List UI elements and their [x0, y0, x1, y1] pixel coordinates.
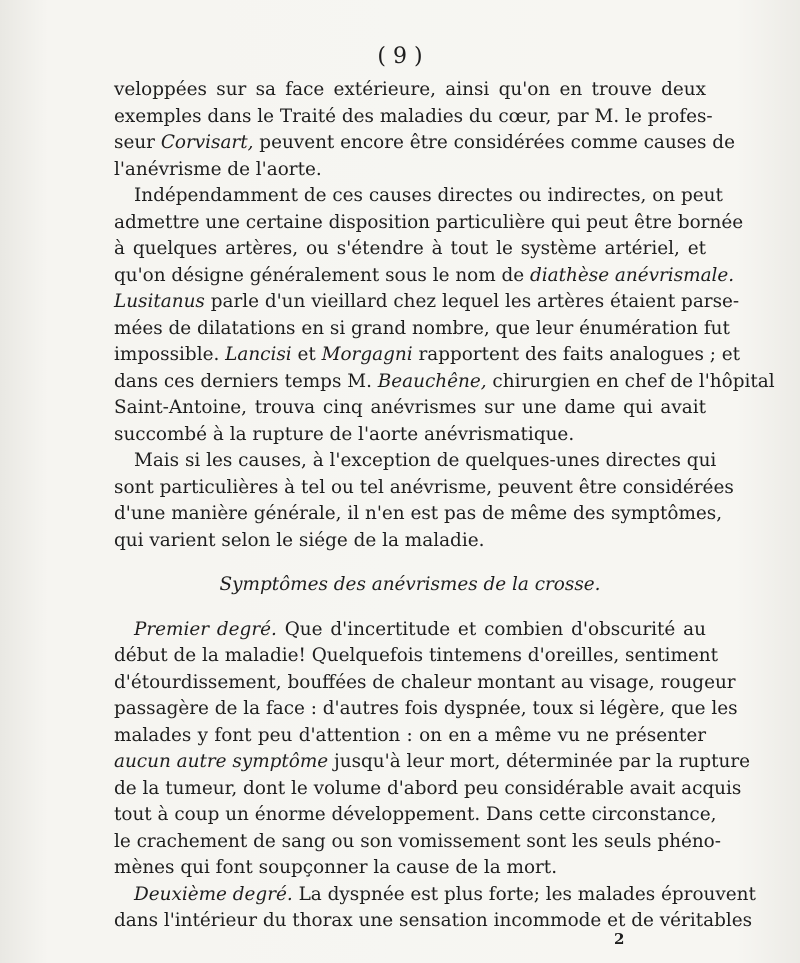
text-line [114, 130, 735, 157]
text-run: La dyspnée est plus forte; les malades éprouvent [292, 883, 756, 905]
text-run: et [291, 344, 322, 365]
author-name: Lusitanus [114, 291, 205, 312]
author-name: Beauchêne, [377, 370, 487, 392]
text-run: qu'on désigne généralement sous le nom de [114, 264, 531, 286]
text-run: Que d'incertitude et combien d'obscurité au [276, 618, 706, 640]
text-run: chirurgien en chef de l'hôpital [486, 370, 775, 392]
body-text [114, 77, 775, 935]
text-line [114, 882, 756, 909]
text-line: tout à coup un énorme développement. Dans cette circonstance, [114, 804, 717, 825]
text-line [114, 342, 741, 369]
text-line [114, 289, 740, 316]
text-line: mées de dilatations en si grand nombre, que leur énumération fut [114, 317, 730, 339]
text-line: Mais si les causes, à l'exception de quelques-unes directes qui [134, 450, 717, 471]
italic-term: diathèse anévrismale. [530, 264, 735, 286]
text-line: passagère de la face : d'autres fois dyspnée, toux si légère, que les [114, 698, 738, 719]
text-line: dans l'intérieur du thorax une sensation incommode et de véritables [114, 910, 753, 931]
degree-label: Premier degré. [134, 618, 277, 640]
text-line: malades y font peu d'attention : on en a même vu ne présenter [114, 724, 706, 746]
page-number-header: ( 9 ) [377, 44, 423, 69]
text-line: de la tumeur, dont le volume d'abord peu considérable avait acquis [114, 777, 742, 799]
text-line: sont particulières à tel ou tel anévrisme, peuvent être considérées [114, 476, 734, 498]
text-run: peuvent encore être considérées comme causes de [253, 132, 735, 153]
text-line [114, 617, 706, 644]
text-line: qui varient selon le siége de la maladie. [114, 529, 485, 551]
text-line: d'une manière générale, il n'en est pas de même des symptômes, [114, 503, 723, 524]
text-line [114, 263, 735, 290]
degree-label: Deuxième degré. [134, 883, 293, 905]
text-line: à quelques artères, ou s'étendre à tout le système artériel, et [114, 238, 706, 259]
text-run: seur [114, 132, 161, 153]
text-line: mènes qui font soupçonner la cause de la mort. [114, 857, 558, 878]
text-run: impossible. [114, 344, 226, 365]
text-run: rapportent des faits analogues ; et [412, 344, 741, 365]
text-line: début de la maladie! Quelquefois tintemens d'oreilles, sentiment [114, 645, 719, 666]
text-line: succombé à la rupture de l'aorte anévrismatique. [114, 423, 575, 445]
text-run: jusqu'à leur mort, déterminée par la rupture [328, 751, 751, 772]
signature-mark: 2 [614, 930, 625, 948]
text-line: veloppées sur sa face extérieure, ainsi qu'on en trouve deux [114, 79, 706, 100]
text-run: dans ces derniers temps M. [114, 370, 378, 392]
text-line: admettre une certaine disposition particulière qui peut être bornée [114, 211, 744, 233]
author-name: Lancisi [225, 344, 292, 365]
text-line: Indépendamment de ces causes directes ou indirectes, on peut [134, 185, 723, 206]
author-name: Morgagni [321, 344, 413, 365]
text-line: exemples dans le Traité des maladies du cœur, par M. le profes- [114, 105, 713, 127]
text-line: Saint-Antoine, trouva cinq anévrismes sur une dame qui avait [114, 397, 706, 418]
text-run: parle d'un vieillard chez lequel les artères étaient parse- [204, 291, 740, 312]
italic-phrase: aucun autre symptôme [114, 751, 329, 772]
text-line [114, 369, 775, 396]
section-heading: Symptômes des anévrismes de la crosse. [219, 574, 601, 595]
text-line [114, 749, 751, 776]
text-line: l'anévrisme de l'aorte. [114, 158, 322, 180]
text-line: le crachement de sang ou son vomissement sont les seuls phéno- [114, 830, 721, 852]
author-name: Corvisart, [160, 132, 254, 153]
text-line: d'étourdissement, bouffées de chaleur montant au visage, rougeur [114, 671, 736, 693]
